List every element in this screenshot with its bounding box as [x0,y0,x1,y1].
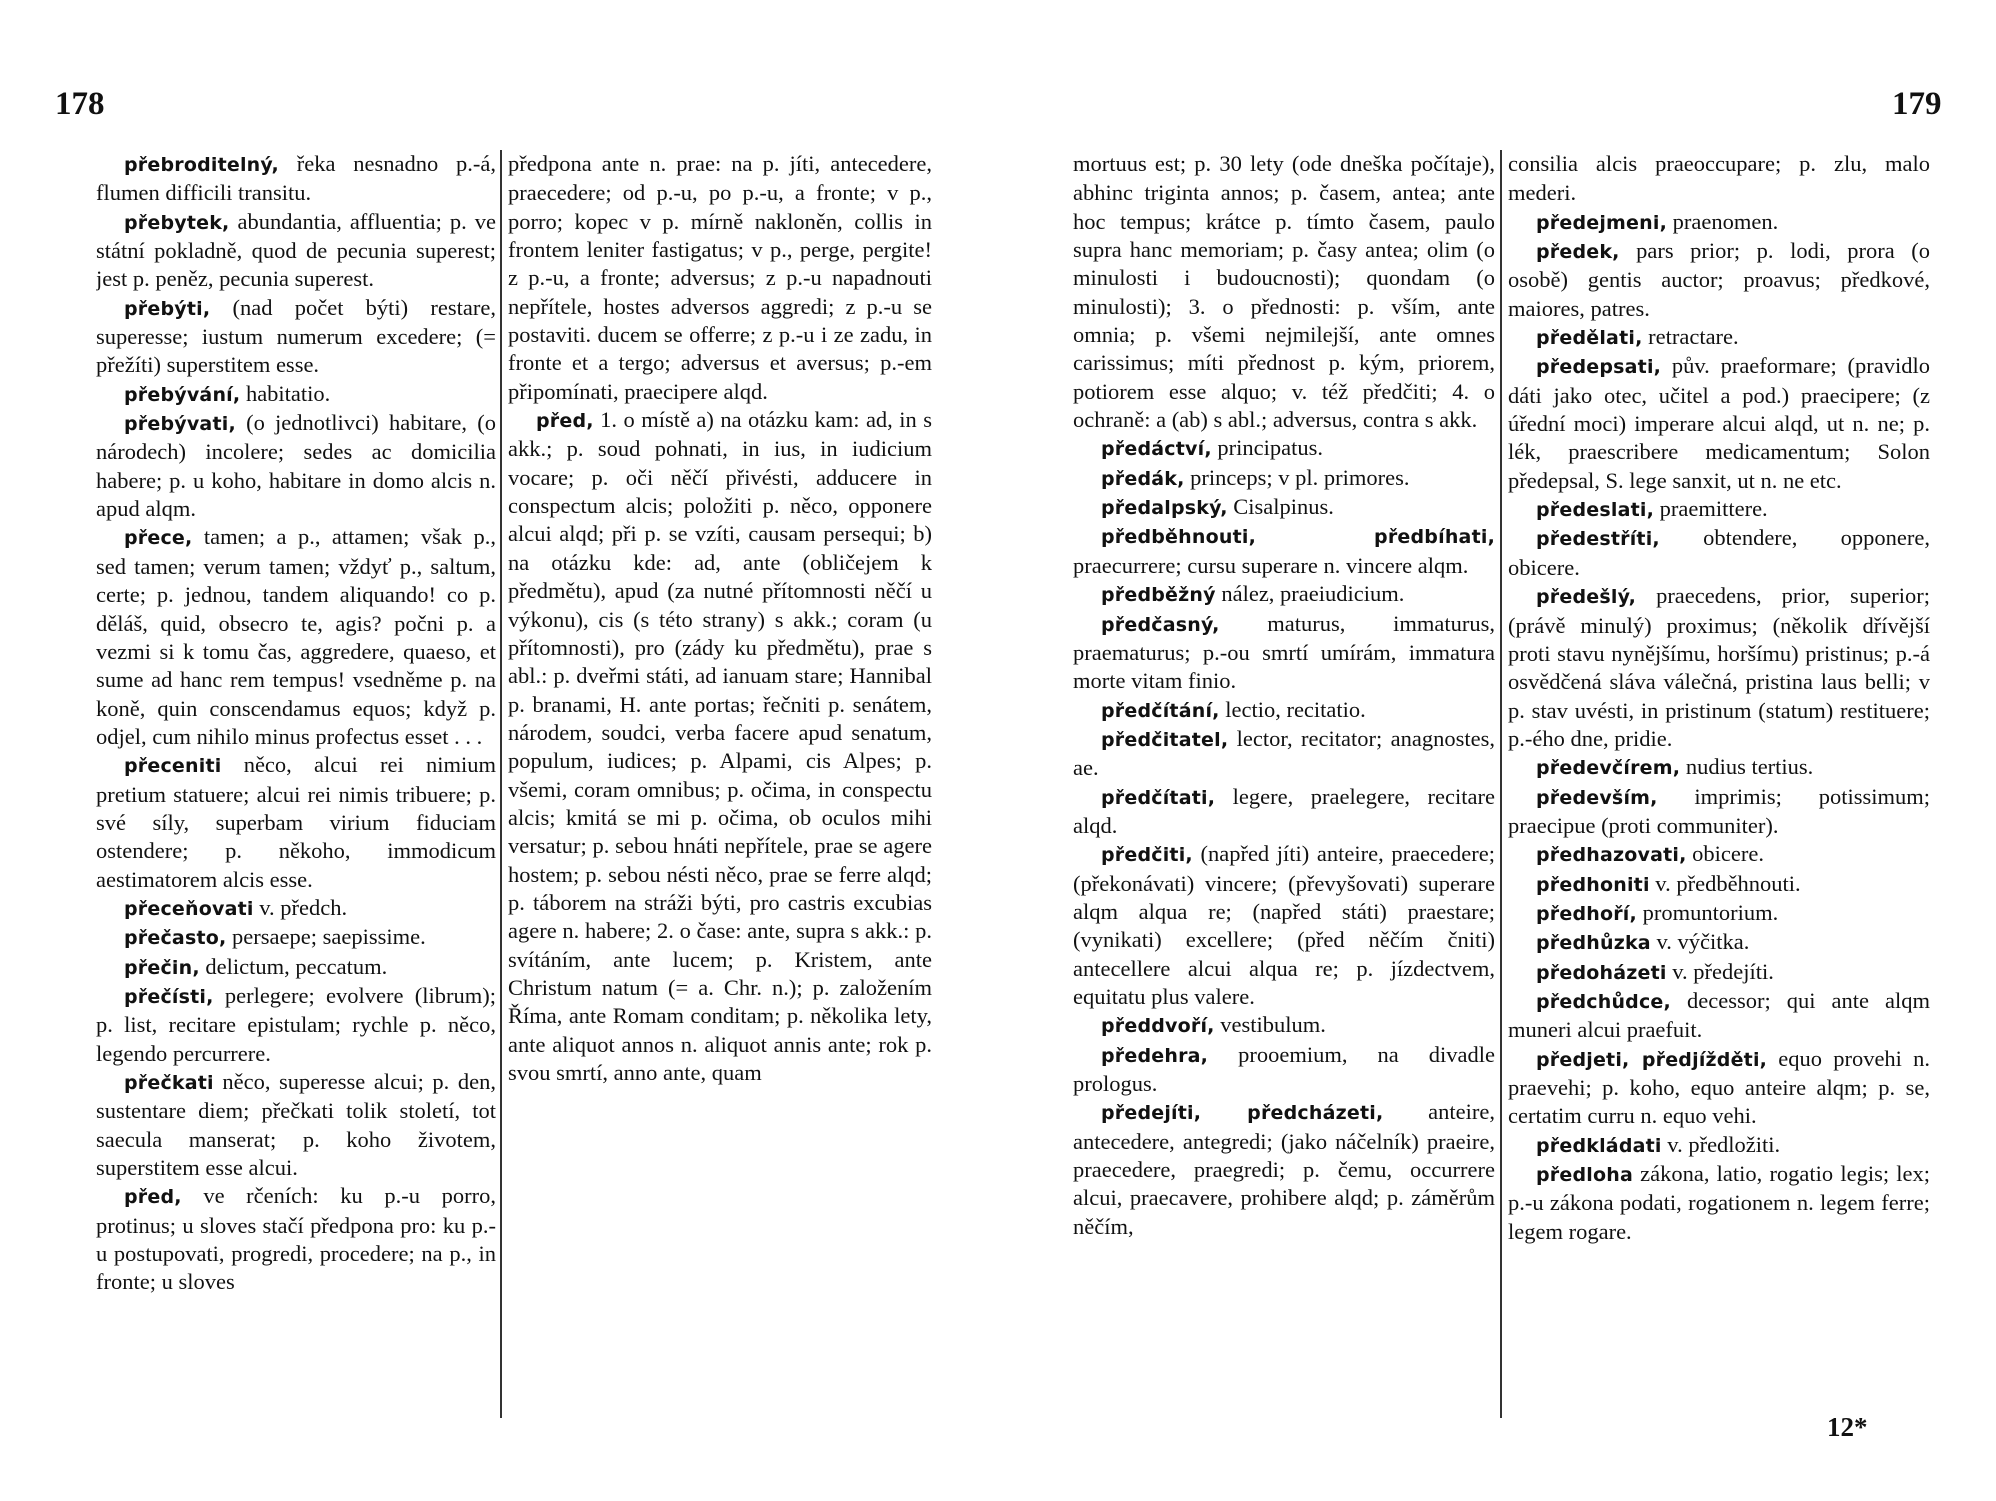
dictionary-entry [1508,987,1930,1045]
entry-text: v. předejíti. [1666,958,1774,984]
entry-text: řeka nesnadno p.-á, flumen difficili transitu. [96,151,496,206]
entry-text: mortuus est; p. 30 lety (ode dneška počítaje), abhinc triginta annos; p. časem, antea; ante hoc tempus; krátce p. tímto časem, paulo supra hanc memoriam; p. časy antea; olim (o minulosti i budoucnosti); quondam (o minulosti); 3. o přednosti: p. vším, ante omnia; p. všemi nejmilejší, ante omnes carissimus; míti přednost p. kým, priorem, potiorem esse alquo; v. též předčiti; 4. o ochraně: a (ab) s abl.; adversus, contra s akk. [1073,151,1495,433]
entry-text: v. výčitka. [1650,929,1750,955]
entry-headword: přeceňovati [124,897,254,920]
entry-headword: přebývání, [124,383,241,406]
entry-text: legere, praelegere, recitare alqd. [1073,783,1495,838]
dictionary-entry [1073,580,1495,609]
page-number-right: 179 [1892,86,1942,122]
entry-headword: předhůzka [1536,932,1651,955]
dictionary-entry [96,953,496,982]
entry-headword: předloha [1536,1164,1633,1187]
dictionary-entry [96,380,496,409]
dictionary-entry [1508,150,1930,208]
entry-headword: předhoniti [1536,873,1650,896]
entry-text: habitatio. [240,380,331,406]
left-page-column-1 [96,150,496,1440]
dictionary-entry [1073,783,1495,841]
entry-text: v. předběhnouti. [1649,870,1801,896]
dictionary-entry [1073,840,1495,1011]
page-number-left: 178 [55,86,105,122]
entry-text: ve rčeních: ku p.-u porro, protinus; u sloves stačí předpona pro: ku p.-u postupovati, progredi, procedere; na p., in fronte; u sloves [96,1183,496,1295]
dictionary-entry [96,1068,496,1182]
entry-headword: předáctví, [1101,438,1212,461]
dictionary-entry [1508,958,1930,987]
entry-headword: předčítání, [1101,699,1220,722]
entry-headword: přebroditelný, [124,154,279,176]
entry-text: zákona, latio, rogatio legis; lex; p.-u zákona podati, rogationem n. legem ferre; legem rogare. [1508,1161,1930,1244]
entry-headword: před, [124,1186,182,1209]
entry-text: něco, alcui rei nimium pretium statuere; alcui rei nimis tribuere; p. své síly, superbam virium fiduciam ostendere; p. někoho, immodicum aestimatorem alcis esse. [96,752,496,892]
dictionary-entry [96,1182,496,1296]
dictionary-entry [508,406,932,1087]
entry-text: promuntorium. [1636,899,1779,925]
entry-text: 1. o místě a) na otázku kam: ad, in s akk.; p. soud pohnati, in ius, in iudicium vocare; p. oči něčí přivésti, adducere in conspectum alcis; položiti p. něco, opponere alcui alqd; při p. se vzíti, causam persequi; b) na otázku kde: ad, ante (obličejem k předmětu), apud (za nutné přítomnosti něčí u výkonu), cis (s této strany) s akk.; coram (u přítomnosti), pro (zády ku předmětu), prae s abl.: p. dveřmi státi, ad ianuam stare; Hannibal p. branami, H. ante portas; řečniti p. senátem, národem, soudci, verba facere apud senatum, populum, iudices; p. Alpami, cis Alpes; p. všemi, coram omnibus; p. očima, in conspectu alcis; kmitá se mi p. očima, ob oculos mihi versatur; p. sebou hnáti nepřítele, prae se agere hostem; p. sebou nésti něco, prae se ferre alqd; p. táborem na stráži býti, pro castris excubias agere n. habere; 2. o čase: ante, supra s akk.: p. svítáním, ante lucem; p. Kristem, ante Christum natum (= a. Chr. n.); p. založením Říma, ante Romam conditam; p. několika lety, ante aliquot annos n. aliquot annis ante; rok p. svou smrtí, anno ante, quam [508,407,932,1085]
entry-headword: před, [536,410,594,433]
left-page-column-2 [508,150,932,1440]
entry-headword: předčitatel, [1101,728,1229,751]
dictionary-entry [1073,1011,1495,1040]
entry-headword: předejmeni, [1536,211,1667,234]
entry-headword: předalpský, [1101,497,1228,520]
entry-headword: přebývati, [124,413,236,436]
dictionary-entry [1508,1045,1930,1131]
entry-headword: přebýti, [124,297,211,320]
dictionary-entry [1508,323,1930,352]
entry-text: obtendere, opponere, obicere. [1508,525,1930,580]
dictionary-entry [96,409,496,523]
entry-text: decessor; qui ante alqm muneri alcui praefuit. [1508,987,1930,1043]
dictionary-entry [1508,1131,1930,1160]
dictionary-entry [1073,725,1495,783]
entry-headword: především, [1536,786,1658,809]
entry-text: perlegere; evolvere (librum); p. list, recitare epistulam; rychle p. něco, legendo percurrere. [96,982,496,1066]
entry-headword: předák, [1101,467,1185,490]
dictionary-entry [1508,928,1930,957]
entry-text: (nad počet býti) restare, superesse; iustum numerum excedere; (= přežíti) superstitem esse. [96,294,496,378]
entry-text: Cisalpinus. [1227,494,1334,520]
entry-headword: předkládati [1536,1134,1662,1157]
entry-headword: předjeti, předjížděti, [1536,1048,1768,1071]
entry-headword: přeceniti [124,755,222,778]
entry-text: equo provehi n. praevehi; p. koho, equo anteire alqm; p. se, certatim curru n. equo vehi. [1508,1045,1930,1129]
dictionary-entry [96,208,496,294]
entry-headword: předestříti, [1536,528,1660,551]
dictionary-entry [96,751,496,894]
entry-headword: předdvoří, [1101,1015,1215,1038]
dictionary-entry [96,150,496,208]
entry-headword: předhoří, [1536,902,1637,925]
entry-headword: předehra, [1101,1044,1209,1067]
entry-text: retractare. [1642,324,1739,350]
entry-headword: předek, [1536,241,1620,264]
dictionary-entry [1073,150,1495,434]
dictionary-entry [1073,610,1495,696]
entry-text: principatus. [1211,435,1323,461]
entry-headword: přečin, [124,956,200,979]
dictionary-entry [1508,870,1930,899]
dictionary-entry [96,923,496,952]
column-divider-left [500,150,502,1418]
dictionary-entry [1508,352,1930,495]
column-divider-right [1500,150,1502,1418]
entry-text: lectio, recitatio. [1219,696,1366,722]
entry-text: nález, praeiudicium. [1215,581,1405,607]
entry-text: maturus, immaturus, praematurus; p.-ou smrtí umírám, immatura morte vitam finio. [1073,610,1495,694]
dictionary-entry [1508,783,1930,841]
dictionary-entry [1508,208,1930,237]
dictionary-entry [1508,495,1930,524]
entry-text: vestibulum. [1214,1012,1326,1038]
entry-text: pův. praeformare; (pravidlo dáti jako otec, učitel a pod.) praecipere; (z úřední moci) imperare alcui alqd, ut n. ne; p. lék, praescribere medicamentum; Solon předepsal, S. lege sanxit, ut n. ne etc. [1508,353,1930,493]
entry-headword: předčítati, [1101,786,1216,809]
dictionary-entry [1508,582,1930,753]
entry-text: praemittere. [1654,496,1768,522]
entry-text: praecedens, prior, superior; (právě minulý) proximus; (několik dřívější proti stavu nynějšímu, horšímu) pristinus; p.-á osvědčená sláva válečná, pristina laus belli; v p. stav uvésti, in pristinum (statum) restituere; p.-ého dne, pridie. [1508,583,1930,751]
dictionary-entry [96,894,496,923]
entry-headword: přebytek, [124,211,230,234]
entry-headword: předběhnouti, předbíhati, [1101,526,1495,549]
dictionary-entry [96,523,496,751]
dictionary-entry [1073,1041,1495,1099]
entry-text: delictum, peccatum. [199,953,388,979]
entry-headword: předchůdce, [1536,990,1671,1013]
entry-headword: předešlý, [1536,586,1637,609]
entry-text: obicere. [1686,841,1765,867]
right-page-column-1 [1073,150,1495,1440]
entry-text: něco, superesse alcui; p. den, sustentare diem; přečkati tolik století, tot saecula manserat; p. koho životem, superstitem esse alcui. [96,1069,496,1181]
entry-headword: předoházeti [1536,961,1667,984]
entry-headword: přečkati [124,1072,214,1094]
entry-headword: předhazovati, [1536,844,1687,867]
entry-text: anteire, antecedere, antegredi; (jako náčelník) praeire, praecedere, praegredi; p. čemu, occurrere alcui, praecavere, prohibere alqd; p. záměrům něčím, [1073,1099,1495,1239]
entry-text: nudius tertius. [1680,754,1814,780]
entry-headword: předběžný [1101,584,1216,607]
entry-headword: předejíti, předcházeti, [1101,1102,1384,1125]
right-page-column-2 [1508,150,1930,1440]
entry-text: v. předch. [253,894,348,920]
dictionary-entry [508,150,932,406]
entry-text: lector, recitator; anagnostes, ae. [1073,725,1495,781]
entry-text: persaepe; saepissime. [226,924,426,950]
entry-text: (napřed jíti) anteire, praecedere; (překonávati) vincere; (převyšovati) superare alqm alqua re; (napřed státi) praestare; (vynikati) excellere; (před něčím čniti) antecellere alcui alqua re; p. jízdectvem, equitatu plus valere. [1073,841,1495,1009]
entry-headword: přečasto, [124,927,227,950]
entry-text: tamen; a p., attamen; však p., sed tamen; verum tamen; vždyť p., saltum, certe; p. jednou, tandem aliquando! co p. děláš, quid, obsecro te, agis? počni p. a vezmi si k tomu čas, aggredere, quaeso, et sume ad hanc rem tempus! vsedněme p. na koně, quin conscendamus equos; když p. odjel, cum nihilo minus profectus esset . . . [96,524,496,749]
entry-headword: předevčírem, [1536,757,1681,780]
entry-text: předpona ante n. prae: na p. jíti, antecedere, praecedere; od p.-u, po p.-u, a fronte; v p., porro; kopec v p. mírně nakloněn, collis in frontem leniter fastigatus; v p., perge, pergite! z p.-u, a fronte; adversus; z p.-u napadnouti nepřítele, hostes adversos aggredi; z p.-u se postaviti. ducem se offerre; z p.-u i ze zadu, in fronte et a tergo; adversus et aversus; p.-em připomínati, praecipere alqd. [508,151,932,404]
dictionary-entry [1073,493,1495,522]
entry-text: v. předložiti. [1661,1131,1781,1157]
dictionary-entry [1073,434,1495,463]
dictionary-entry [1073,464,1495,493]
dictionary-entry [1073,522,1495,580]
signature-mark: 12* [1827,1412,1868,1442]
entry-headword: přečísti, [124,985,214,1008]
entry-text: pars prior; p. lodi, prora (o osobě) gentis auctor; proavus; předkové, maiores, patres. [1508,238,1930,321]
entry-text: praecurrere; cursu superare n. vincere alqm. [1073,552,1469,578]
dictionary-entry [1073,696,1495,725]
entry-text: (o jednotlivci) habitare, (o národech) incolere; sedes ac domicilia habere; p. u koho, habitare in domo alcis n. apud alqm. [96,410,496,522]
dictionary-entry [1508,524,1930,582]
entry-text: prooemium, na divadle prologus. [1073,1041,1495,1096]
entry-headword: předeslati, [1536,499,1654,522]
dictionary-entry [1508,237,1930,323]
dictionary-entry [96,982,496,1068]
dictionary-entry [96,294,496,380]
dictionary-entry [1073,1098,1495,1241]
dictionary-entry [1508,840,1930,869]
entry-headword: předepsati, [1536,356,1662,379]
entry-text: imprimis; potissimum; praecipue (proti communiter). [1508,783,1930,838]
dictionary-entry [1508,1160,1930,1246]
entry-text: princeps; v pl. primores. [1184,464,1410,490]
entry-headword: předčiti, [1101,844,1193,867]
entry-text: praenomen. [1667,208,1779,234]
entry-headword: předělati, [1536,327,1643,350]
dictionary-entry [1508,899,1930,928]
entry-headword: předčasný, [1101,613,1220,636]
dictionary-entry [1508,753,1930,782]
entry-headword: přece, [124,527,193,550]
entry-text: consilia alcis praeoccupare; p. zlu, malo mederi. [1508,151,1930,206]
entry-text: abundantia, affluentia; p. ve státní pokladně, quod de pecunia superest; jest p. peněz, pecunia superest. [96,208,496,292]
